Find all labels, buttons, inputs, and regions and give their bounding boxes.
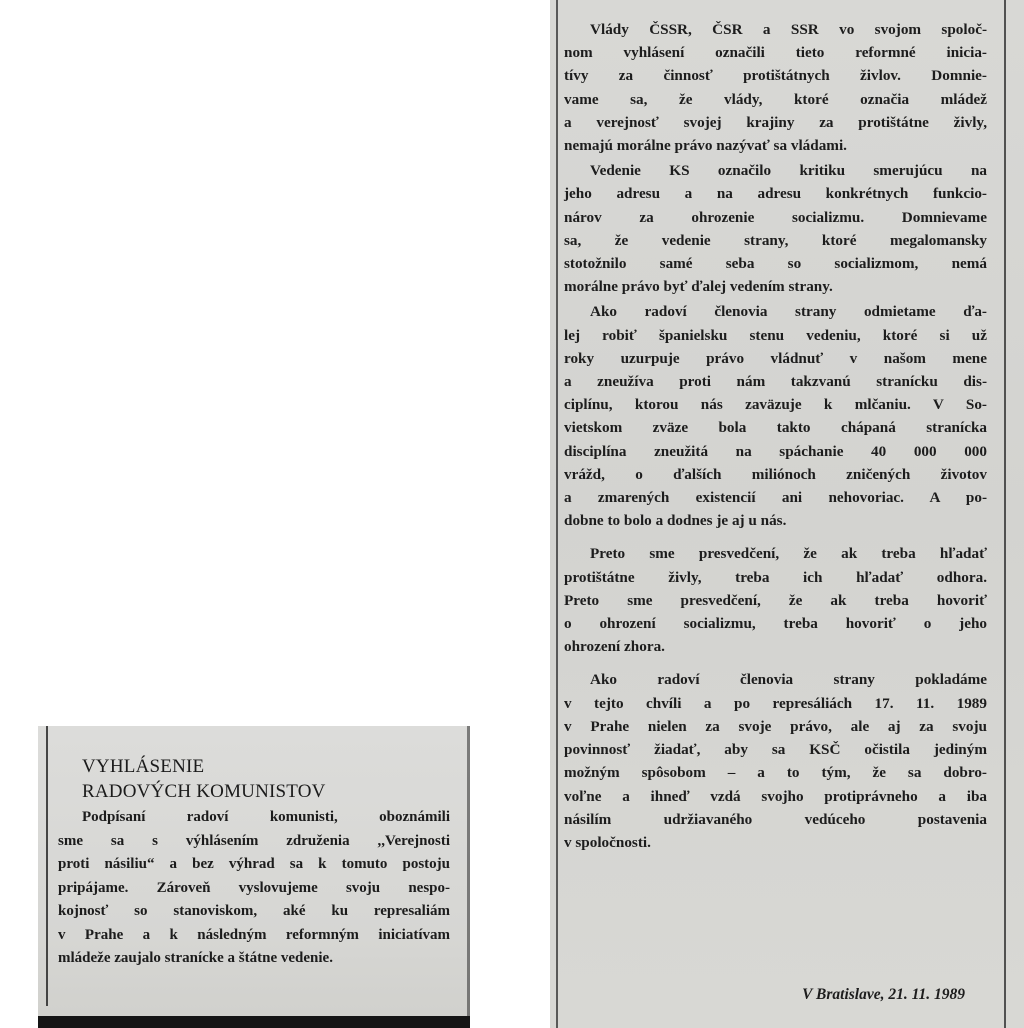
paragraph <box>564 668 987 854</box>
paragraph <box>564 159 987 298</box>
text-line: v tejto chvíli a po represáliách 17. 11. 1989 <box>564 694 987 712</box>
text-line: Preto sme presvedčení, že ak treba hľadať <box>590 545 987 563</box>
text-line: sa, že vedenie strany, ktoré megalomansky <box>564 231 987 249</box>
text-line: dobne to bolo a dodnes je aj u nás. <box>564 512 787 530</box>
text-line: Preto sme presvedčení, že ak treba hovoriť <box>564 591 987 609</box>
text-line: roky uzurpuje právo vládnuť v našom mene <box>564 349 987 367</box>
photo-edge-shadow <box>38 1016 470 1028</box>
text-line: morálne právo byť ďalej vedením strany. <box>564 278 833 296</box>
text-line: nárov za ohrozenie socializmu. Domnievame <box>564 208 987 226</box>
text-line: a verejnosť svojej krajiny za protištátne živly, <box>564 113 987 131</box>
column-rule-right <box>467 726 470 1028</box>
text-line: mládeže zaujalo stranícke a štátne vedenie. <box>58 950 333 966</box>
text-line: pripájame. Zároveň vyslovujeme svoju nespo- <box>58 879 450 896</box>
text-line: vietskom zväze bola takto chápaná stranícka <box>564 419 987 437</box>
left-newspaper-clipping <box>38 726 470 1028</box>
article-heading <box>82 754 326 804</box>
paragraph <box>564 542 987 658</box>
text-line: násilím udržiavaného vedúceho postavenia <box>564 810 987 828</box>
text-line: kojnosť so stanoviskom, aké ku represaliám <box>58 903 450 919</box>
text-line: Podpísaní radoví komunisti, oboznámili <box>82 809 450 825</box>
text-line: jeho adresu a na adresu konkrétnych funkcio- <box>564 185 987 203</box>
text-line: voľne a ihneď vzdá svojho protiprávneho a iba <box>564 787 987 805</box>
right-article-body <box>564 18 987 856</box>
text-line: ciplínu, ktorou nás zaväzuje k mlčaniu. V So- <box>564 396 987 414</box>
text-line: a zneužíva proti nám takzvanú stranícku dis- <box>564 373 987 391</box>
text-line: stotožnilo samé seba so socializmom, nemá <box>564 255 987 273</box>
column-rule-right <box>1004 0 1006 1028</box>
text-line: nom vyhlásení označili tieto reformné inicia- <box>564 44 987 62</box>
text-line: možným spôsobom – a to tým, že sa dobro- <box>564 764 987 782</box>
text-line: sme sa s výhlásením združenia ,,Verejnosti <box>58 832 450 849</box>
text-line: a zmarených existencií ani nehovoriac. A po- <box>564 489 987 507</box>
text-line: ohrození zhora. <box>564 638 665 656</box>
text-line: povinnosť žiadať, aby sa KSČ očistila jediným <box>564 741 987 759</box>
text-line: Ako radoví členovia strany odmietame ďa- <box>590 303 987 321</box>
text-line: nemajú morálne právo nazývať sa vládami. <box>564 137 847 155</box>
signature-place-date: V Bratislave, 21. 11. 1989 <box>802 986 965 1003</box>
text-line: proti násiliu“ a bez výhrad sa k tomuto postoju <box>58 856 450 872</box>
text-line: tívy za činnosť protištátnych živlov. Domnie- <box>564 67 987 85</box>
column-rule-left <box>46 726 48 1006</box>
text-line: v spoločnosti. <box>564 833 651 851</box>
heading-line-1: VYHLÁSENIE <box>82 756 205 777</box>
text-line: vame sa, že vlády, ktoré označia mládež <box>564 90 987 108</box>
right-newspaper-clipping <box>550 0 1024 1028</box>
text-line: o ohrození socializmu, treba hovoriť o jeho <box>564 615 987 633</box>
text-line: lej robiť španielsku stenu vedeniu, ktoré si už <box>564 326 987 344</box>
text-line: protištátne živly, treba ich hľadať odhora. <box>564 568 987 586</box>
paragraph <box>564 300 987 532</box>
text-line: Ako radoví členovia strany pokladáme <box>590 671 987 689</box>
paragraph <box>564 18 987 157</box>
heading-line-2: RADOVÝCH KOMUNISTOV <box>82 781 326 802</box>
text-line: Vedenie KS označilo kritiku smerujúcu na <box>590 162 987 180</box>
left-article-body <box>58 806 450 971</box>
column-rule-left <box>556 0 558 1028</box>
text-line: Vlády ČSSR, ČSR a SSR vo svojom spoloč- <box>590 21 987 38</box>
text-line: vrážd, o ďalších miliónoch zničených životov <box>564 465 987 483</box>
text-line: disciplína zneužitá na spáchanie 40 000 000 <box>564 442 987 460</box>
text-line: v Prahe a k následným reformným iniciatívam <box>58 926 450 943</box>
text-line: v Prahe nielen za svoje právo, ale aj za svoju <box>564 717 987 735</box>
